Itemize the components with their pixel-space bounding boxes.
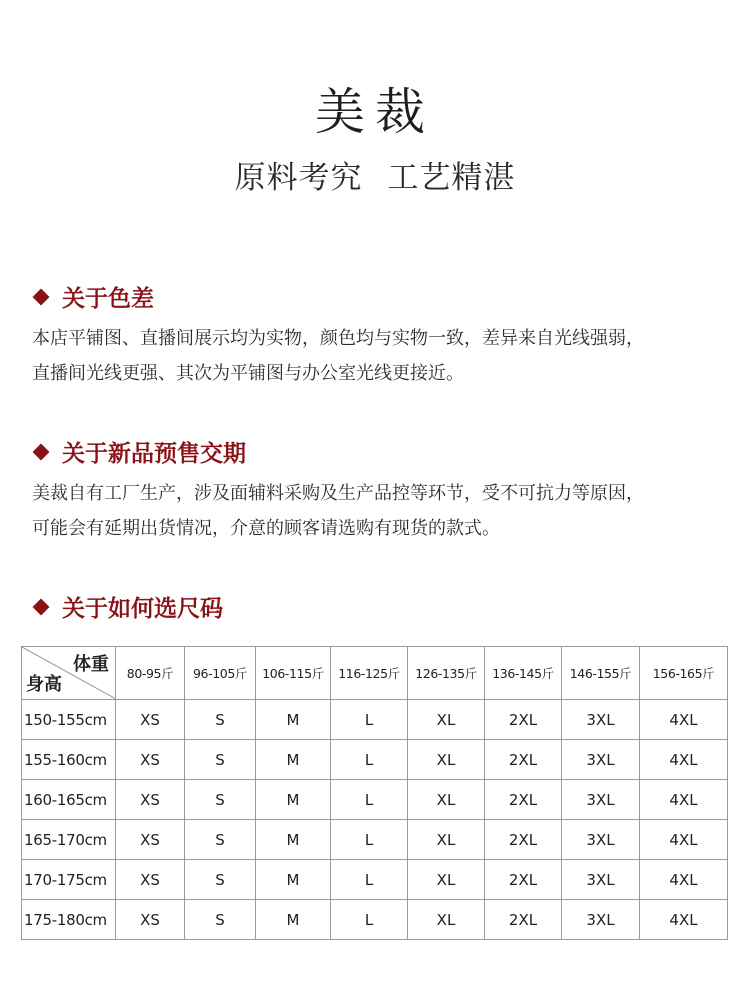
table-row [22,740,728,780]
section-title-text: 关于色差 [62,286,154,312]
size-cell: 2XL [485,820,562,860]
size-cell: S [185,820,256,860]
size-cell: 4XL [640,820,728,860]
size-cell: M [256,740,331,780]
size-cell: 3XL [562,740,640,780]
weight-header: 116-125斤 [331,647,408,700]
size-cell: 4XL [640,740,728,780]
section-title-color-difference [32,280,154,313]
size-cell: 3XL [562,860,640,900]
size-cell: 3XL [562,700,640,740]
size-cell: XL [408,860,485,900]
size-cell: XS [116,780,185,820]
size-cell: XS [116,820,185,860]
weight-header: 136-145斤 [485,647,562,700]
size-cell: XS [116,700,185,740]
size-cell: S [185,860,256,900]
size-cell: L [331,820,408,860]
corner-height-label: 身高 [26,674,62,695]
paragraph-line: 直播间光线更强、其次为平铺图与办公室光线更接近。 [32,363,464,384]
size-cell: XS [116,900,185,940]
diamond-bullet-icon [33,598,50,615]
size-cell: 2XL [485,740,562,780]
table-corner-cell [22,647,116,700]
size-cell: XL [408,740,485,780]
size-cell: 2XL [485,900,562,940]
weight-header: 80-95斤 [116,647,185,700]
size-cell: XL [408,900,485,940]
section-title-size-guide [32,590,223,623]
size-cell: 2XL [485,700,562,740]
size-cell: S [185,900,256,940]
size-cell: 2XL [485,780,562,820]
paragraph-line: 美裁自有工厂生产，涉及面辅料采购及生产品控等环节，受不可抗力等原因， [32,483,644,504]
size-cell: S [185,700,256,740]
height-cell: 175-180cm [22,900,116,940]
table-row [22,700,728,740]
size-cell: S [185,740,256,780]
size-cell: 4XL [640,780,728,820]
size-cell: L [331,900,408,940]
table-row [22,780,728,820]
weight-header: 146-155斤 [562,647,640,700]
size-cell: XS [116,860,185,900]
height-cell: 150-155cm [22,700,116,740]
size-cell: XL [408,820,485,860]
size-cell: XL [408,700,485,740]
size-cell: XS [116,740,185,780]
section-title-text: 关于如何选尺码 [62,596,223,622]
weight-header: 106-115斤 [256,647,331,700]
size-cell: 4XL [640,700,728,740]
corner-weight-label: 体重 [73,654,109,675]
table-row [22,900,728,940]
size-table-body [22,700,728,940]
size-cell: 3XL [562,900,640,940]
section-title-text: 关于新品预售交期 [62,441,246,467]
size-cell: M [256,780,331,820]
size-cell: 3XL [562,820,640,860]
weight-header: 96-105斤 [185,647,256,700]
height-cell: 170-175cm [22,860,116,900]
section-paragraph-presale-delivery [32,476,732,546]
size-cell: XL [408,780,485,820]
paragraph-line: 本店平铺图、直播间展示均为实物，颜色均与实物一致，差异来自光线强弱， [32,328,644,349]
size-cell: L [331,780,408,820]
height-cell: 160-165cm [22,780,116,820]
tagline: 原料考究 工艺精湛 [234,160,516,196]
size-cell: L [331,740,408,780]
size-cell: S [185,780,256,820]
section-paragraph-color-difference [32,321,732,391]
diamond-bullet-icon [33,443,50,460]
size-cell: 3XL [562,780,640,820]
diamond-bullet-icon [33,288,50,305]
height-cell: 165-170cm [22,820,116,860]
table-row [22,860,728,900]
size-cell: 4XL [640,860,728,900]
size-chart-table [21,646,728,940]
weight-header: 126-135斤 [408,647,485,700]
size-cell: 2XL [485,860,562,900]
height-cell: 155-160cm [22,740,116,780]
section-title-presale-delivery [32,435,246,468]
size-cell: M [256,700,331,740]
size-cell: 4XL [640,900,728,940]
weight-header: 156-165斤 [640,647,728,700]
paragraph-line: 可能会有延期出货情况，介意的顾客请选购有现货的款式。 [32,518,500,539]
table-row [22,820,728,860]
size-cell: M [256,820,331,860]
brand-title: 美裁 [315,83,435,141]
size-cell: M [256,900,331,940]
size-cell: L [331,860,408,900]
size-cell: M [256,860,331,900]
table-header-row [22,647,728,700]
size-cell: L [331,700,408,740]
